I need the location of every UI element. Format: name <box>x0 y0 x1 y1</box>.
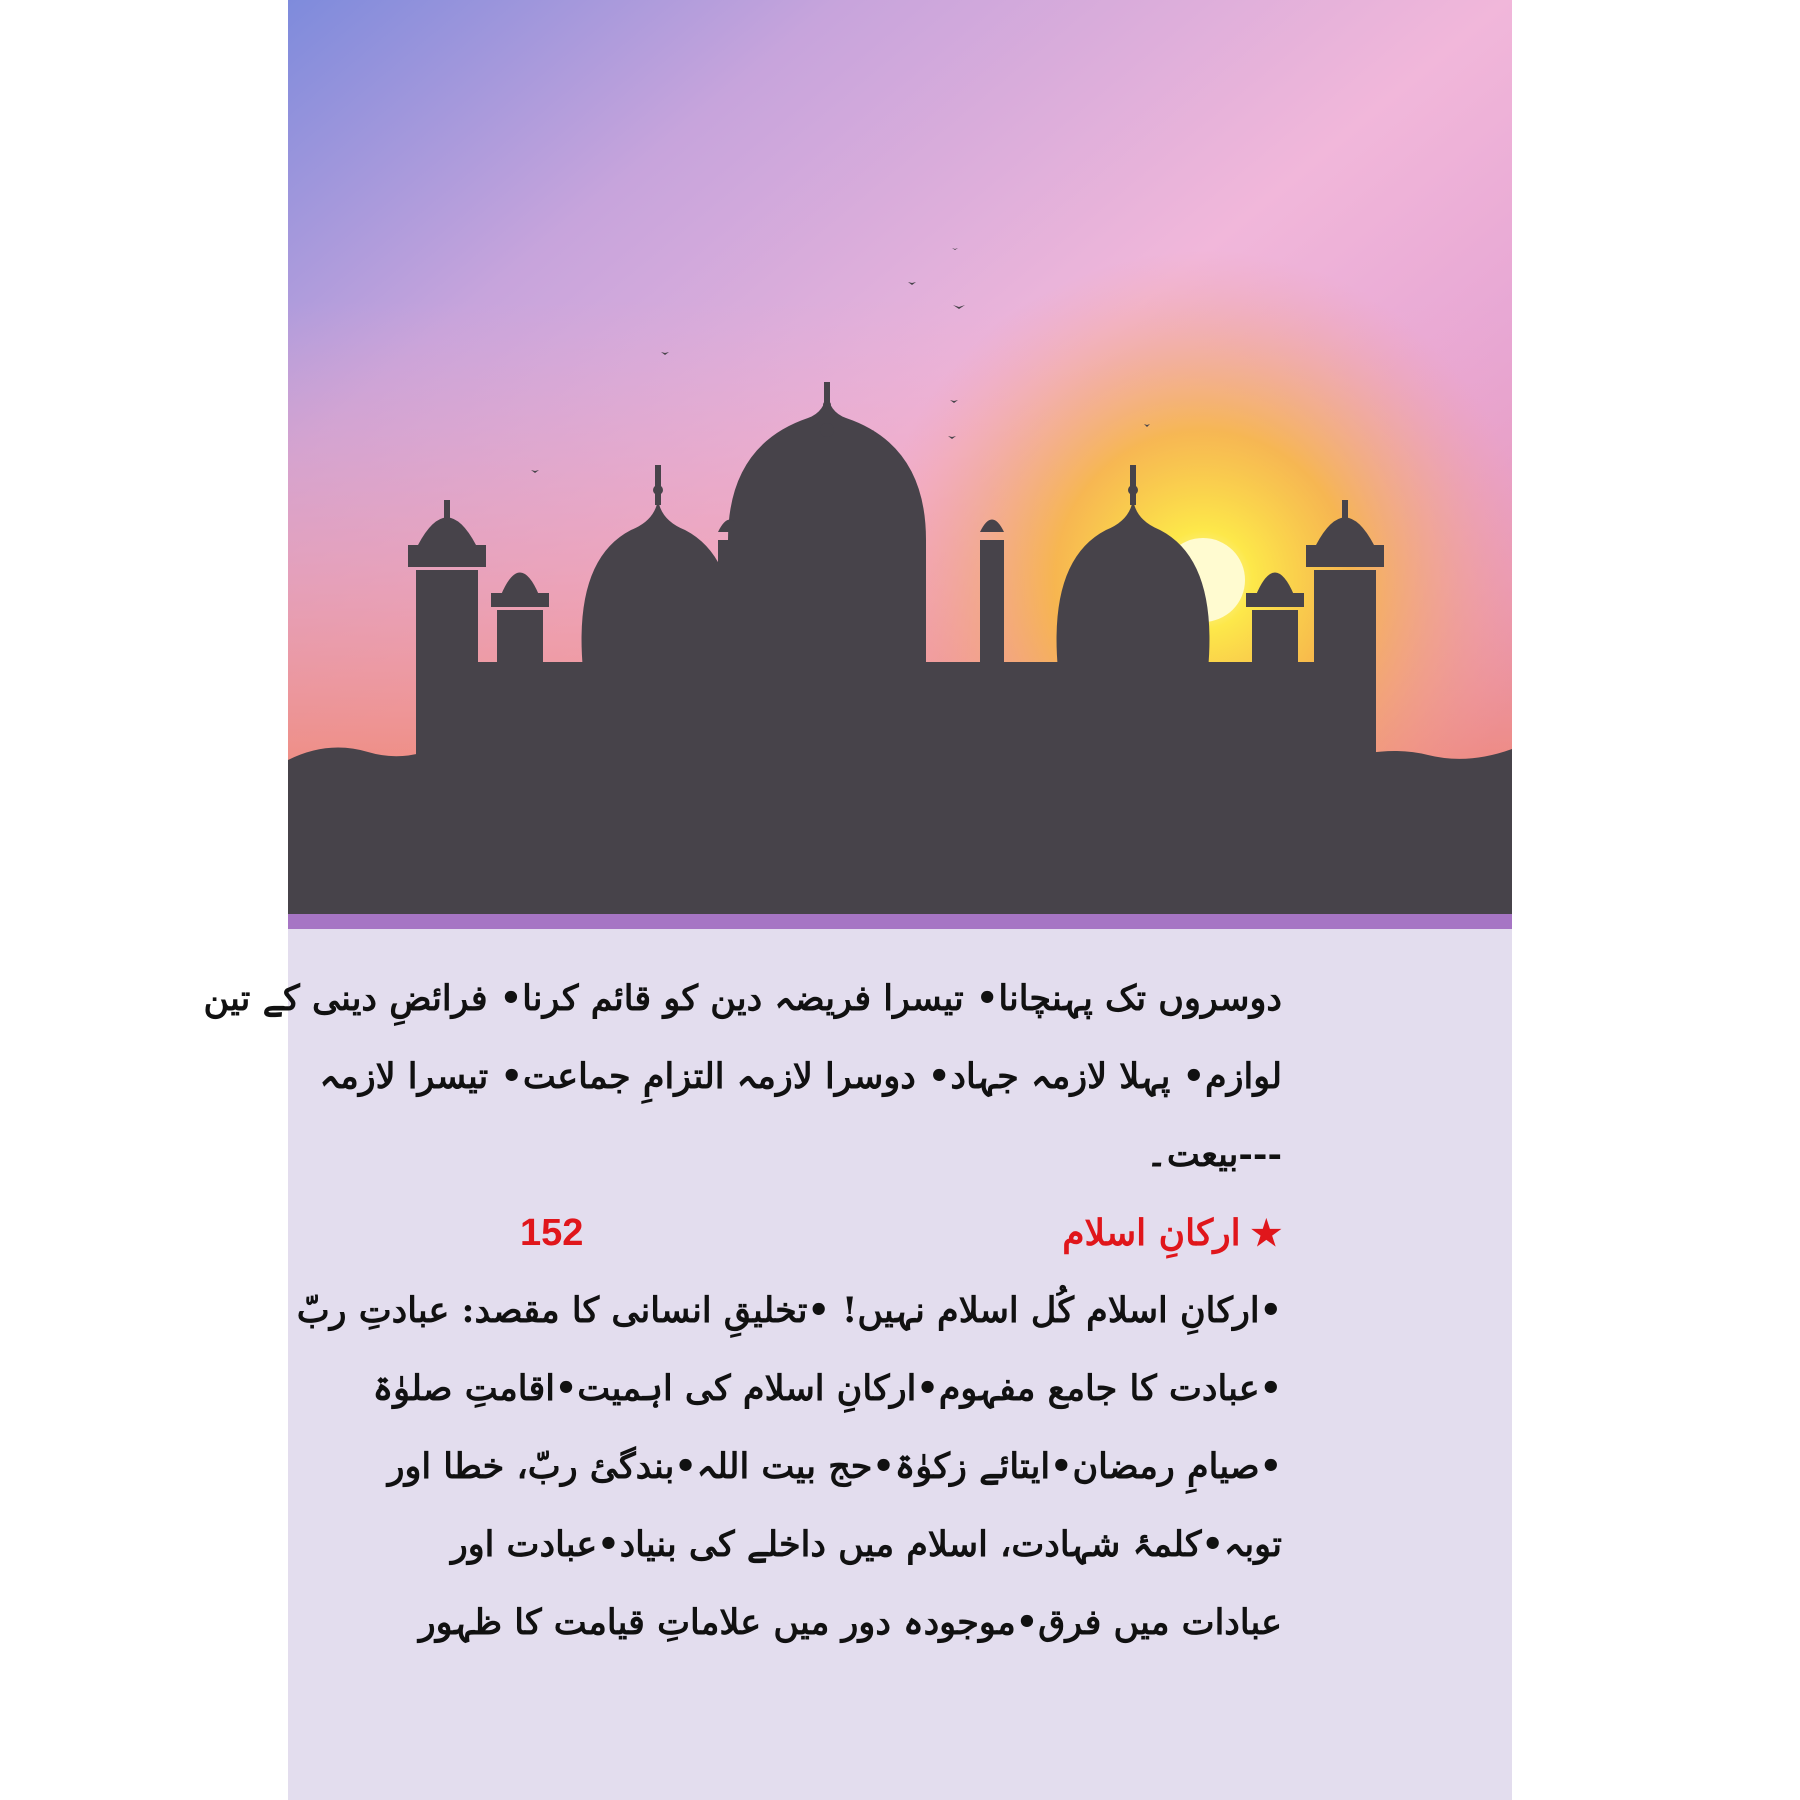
star-icon: ★ <box>1250 1213 1282 1254</box>
text-line: لوازم• پہلا لازمہ جہاد• دوسرا لازمہ التزامِ جماعت• تیسرا لازمہ <box>319 1056 1282 1097</box>
text-line: دوسروں تک پہنچانا• تیسرا فریضہ دین کو قائم کرنا• فرائضِ دینی کے تین <box>203 978 1282 1019</box>
section-heading-row <box>520 1194 1282 1272</box>
text-line: •ارکانِ اسلام کُل اسلام نہیں! •تخلیقِ انسانی کا مقصد: عبادتِ ربّ <box>296 1290 1282 1331</box>
section-title: ارکانِ اسلام <box>1062 1212 1241 1254</box>
divider-band <box>288 914 1512 929</box>
book-page <box>203 0 1512 1800</box>
text-line: ---بیعت۔ <box>1146 1134 1282 1175</box>
page-number: 152 <box>520 1212 584 1254</box>
contents-text <box>203 960 1282 1662</box>
text-line: عبادات میں فرق•موجودہ دور میں علاماتِ قیامت کا ظہور <box>418 1602 1282 1643</box>
text-line: توبہ•کلمۂ شہادت، اسلام میں داخلے کی بنیاد•عبادت اور <box>450 1524 1282 1565</box>
mosque-sunset-image <box>288 0 1512 914</box>
text-line: •صیامِ رمضان•ایتائے زکوٰۃ•حج بیت اللہ•بندگیٔ ربّ، خطا اور <box>387 1446 1282 1487</box>
text-line: •عبادت کا جامع مفہوم•ارکانِ اسلام کی اہمیت•اقامتِ صلوٰۃ <box>372 1368 1282 1409</box>
